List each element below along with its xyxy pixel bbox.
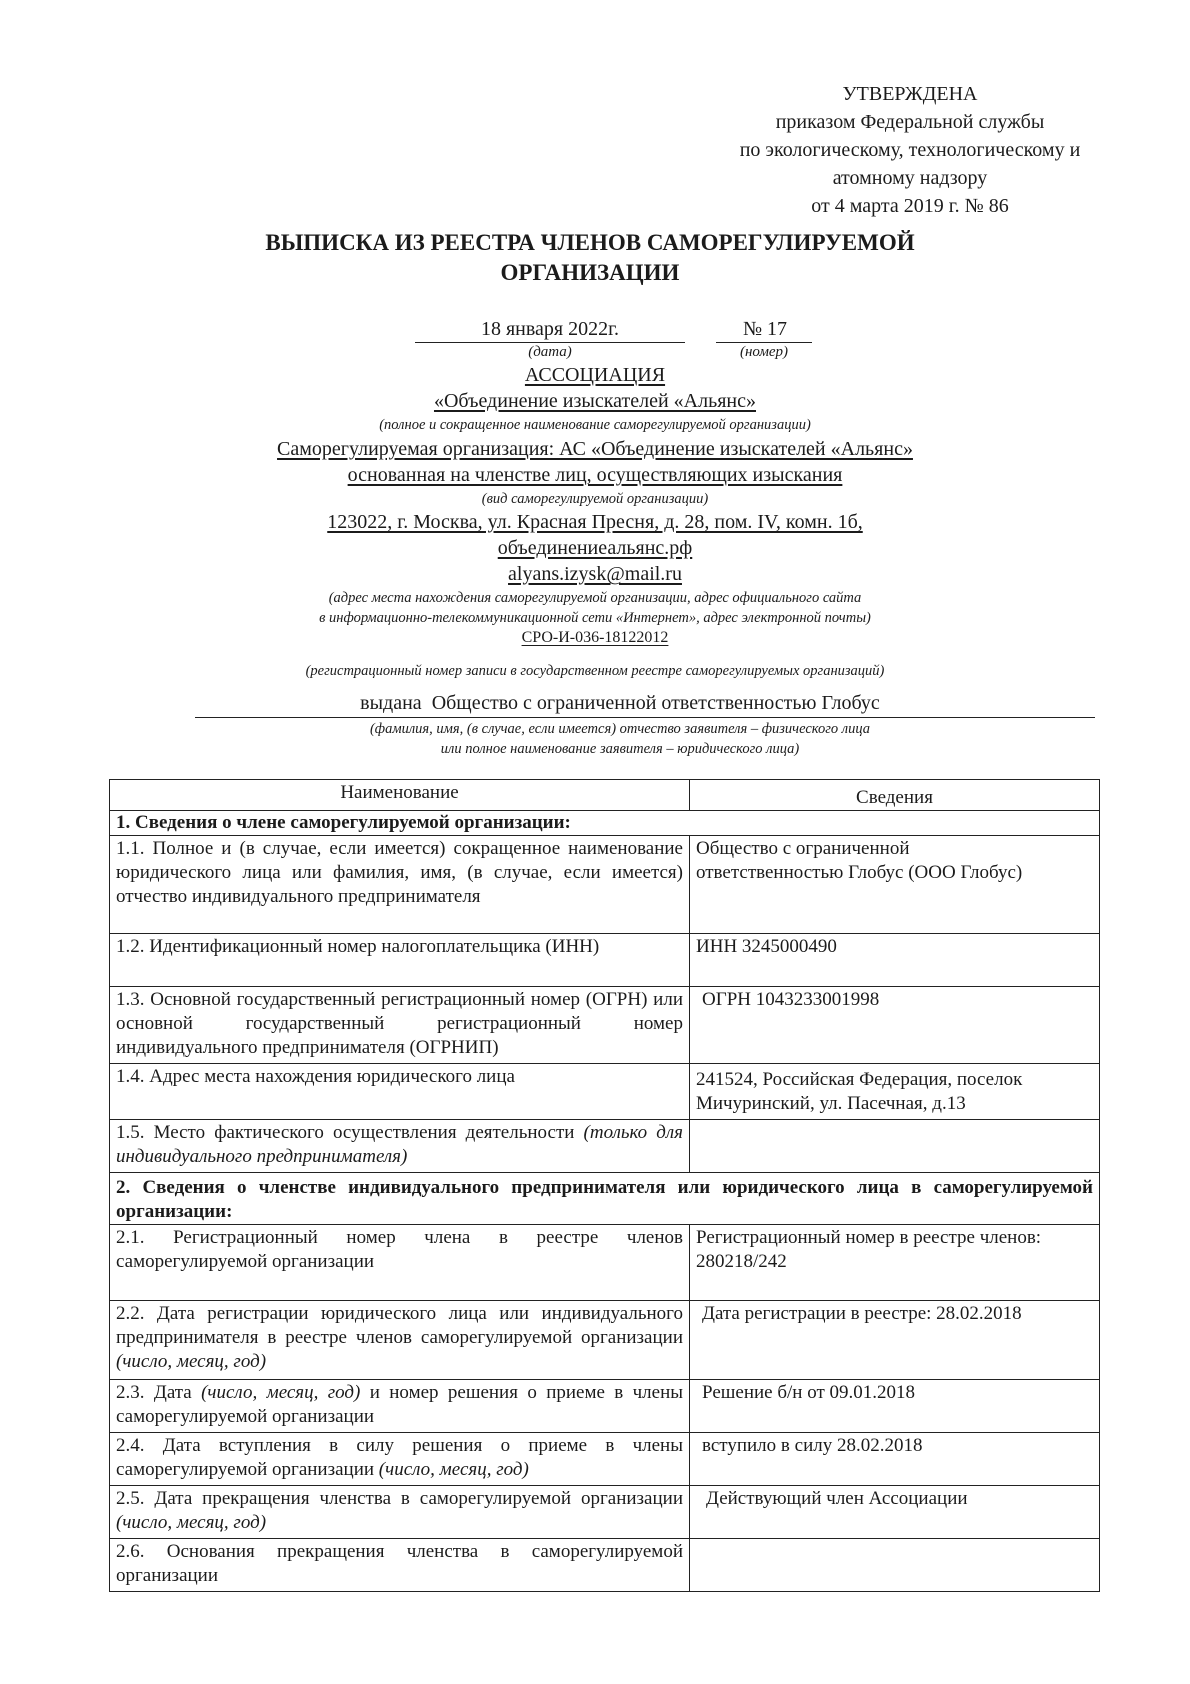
table-row: [110, 836, 1100, 934]
table-row: [110, 1380, 1100, 1433]
row-1-4-value-line-1: 241524, Российская Федерация, поселок: [696, 1069, 1023, 1090]
approval-line-2: приказом Федеральной службы: [775, 111, 1045, 133]
row-1-4-value: [690, 1064, 1100, 1120]
row-1-3-value: ОГРН 1043233001998: [690, 987, 1100, 1064]
number-underline: [716, 342, 812, 343]
org-reg-caption: (регистрационный номер записи в государственном реестре саморегулируемых организаций): [305, 663, 885, 679]
row-1-5-value: [690, 1120, 1100, 1173]
approval-line-4: атомному надзору: [832, 167, 988, 189]
row-2-3-label-b: и номер решения о приеме в члены саморегулируемой организации: [116, 1382, 684, 1427]
table-row: [110, 1064, 1100, 1120]
row-2-3-label: [110, 1380, 690, 1433]
row-1-4-value-line-2: Мичуринский, ул. Пасечная, д.13: [696, 1093, 966, 1114]
extract-number: № 17: [742, 318, 788, 340]
approval-line-5: от 4 марта 2019 г. № 86: [811, 195, 1009, 217]
table-row: [110, 1225, 1100, 1301]
row-2-2-value: Дата регистрации в реестре: 28.02.2018: [690, 1301, 1100, 1380]
issued-to: Общество с ограниченной ответственностью Глобус: [431, 692, 880, 714]
row-2-4-label-italic: (число, месяц, год): [378, 1459, 529, 1480]
row-2-5-value: Действующий член Ассоциации: [690, 1486, 1100, 1539]
date-caption: (дата): [528, 344, 572, 360]
row-2-5-label: [110, 1486, 690, 1539]
date-underline: [415, 342, 685, 343]
row-2-4-label: [110, 1433, 690, 1486]
title-line-2: ОРГАНИЗАЦИИ: [500, 260, 680, 285]
org-reg-number: СРО-И-036-18122012: [521, 629, 669, 646]
issued-caption-2: или полное наименование заявителя – юридического лица): [440, 741, 800, 757]
col-header-name: Наименование: [110, 780, 690, 811]
row-2-1-value-line-2: 280218/242: [696, 1251, 787, 1272]
org-address: 123022, г. Москва, ул. Красная Пресня, д. 28, пом. IV, комн. 1б,: [327, 511, 863, 533]
org-short-line-1: Саморегулируемая организация: АС «Объединение изыскателей «Альянс»: [277, 438, 913, 460]
org-name-caption: (полное и сокращенное наименование саморегулируемой организации): [379, 417, 811, 433]
row-1-1-value-line-2: ответственностью Глобус (ООО Глобус): [696, 862, 1023, 883]
row-1-5-label-italic: (только для индивидуального предпринимателя): [116, 1122, 683, 1167]
row-1-2-value: ИНН 3245000490: [690, 934, 1100, 987]
row-1-1-label: 1.1. Полное и (в случае, если имеется) сокращенное наименование юридического лица или фамилия, имя, (в случае, если имеется) отчество индивидуального предпринимателя: [110, 836, 690, 934]
table-row: [110, 1539, 1100, 1592]
row-2-2-label: [110, 1301, 690, 1380]
row-2-6-label: 2.6. Основания прекращения членства в саморегулируемой организации: [110, 1539, 690, 1592]
table-row: [110, 1486, 1100, 1539]
section-2-row: [110, 1173, 1100, 1225]
issued-prefix: выдана: [360, 692, 422, 714]
col-header-info: Сведения: [690, 780, 1100, 811]
row-1-5-label-text: 1.5. Место фактического осуществления деятельности: [116, 1122, 575, 1143]
row-1-2-label: 1.2. Идентификационный номер налогоплательщика (ИНН): [110, 934, 690, 987]
org-name-line-1: АССОЦИАЦИЯ: [524, 364, 666, 386]
table-row: [110, 1433, 1100, 1486]
row-2-4-value: вступило в силу 28.02.2018: [690, 1433, 1100, 1486]
section-1-row: [110, 811, 1100, 836]
org-address-caption-1: (адрес места нахождения саморегулируемой организации, адрес официального сайта: [328, 590, 862, 606]
approval-line-1: УТВЕРЖДЕНА: [842, 83, 978, 105]
approval-line-3: по экологическому, технологическому и: [739, 139, 1081, 161]
document-title: [180, 228, 1000, 288]
row-1-4-label: 1.4. Адрес места нахождения юридического лица: [110, 1064, 690, 1120]
org-email: alyans.izysk@mail.ru: [508, 563, 682, 585]
row-1-1-value-line-1: Общество с ограниченной: [696, 838, 910, 859]
row-2-1-value: [690, 1225, 1100, 1301]
title-line-1: ВЫПИСКА ИЗ РЕЕСТРА ЧЛЕНОВ САМОРЕГУЛИРУЕМОЙ: [265, 230, 915, 255]
row-2-1-value-line-1: Регистрационный номер в реестре членов:: [696, 1227, 1042, 1248]
row-1-5-label: [110, 1120, 690, 1173]
org-name-line-2: «Объединение изыскателей «Альянс»: [433, 390, 756, 412]
row-2-5-label-text: 2.5. Дата прекращения членства в саморегулируемой организации: [116, 1488, 683, 1509]
row-1-3-label: 1.3. Основной государственный регистрационный номер (ОГРН) или основной государственный регистрационный номер индивидуального предпринимателя (ОГРНИП): [110, 987, 690, 1064]
number-caption: (номер): [739, 344, 789, 360]
table-row: [110, 934, 1100, 987]
table-header-row: [110, 780, 1100, 811]
row-2-2-label-text: 2.2. Дата регистрации юридического лица или индивидуального предпринимателя в реестре членов саморегулируемой организации: [116, 1303, 683, 1348]
row-1-1-value: [690, 836, 1100, 934]
row-2-3-label-italic: (число, месяц, год): [201, 1382, 361, 1403]
issued-underline: [195, 717, 1095, 718]
issued-line: [320, 692, 920, 715]
table-row: [110, 1120, 1100, 1173]
row-2-1-label: 2.1. Регистрационный номер члена в реестре членов саморегулируемой организации: [110, 1225, 690, 1301]
section-2-title: 2. Сведения о членстве индивидуального предпринимателя или юридического лица в саморегулируемой организации:: [110, 1173, 1100, 1225]
row-2-3-value: Решение б/н от 09.01.2018: [690, 1380, 1100, 1433]
issued-caption-1: (фамилия, имя, (в случае, если имеется) отчество заявителя – физического лица: [369, 721, 871, 737]
extract-date: 18 января 2022г.: [480, 318, 620, 340]
org-address-caption-2: в информационно-телекоммуникационной сети «Интернет», адрес электронной почты): [319, 610, 871, 626]
org-website: объединениеальянс.рф: [497, 537, 693, 559]
row-2-2-label-italic: (число, месяц, год): [116, 1351, 267, 1372]
row-2-3-label-a: 2.3. Дата: [116, 1382, 192, 1403]
row-2-6-value: [690, 1539, 1100, 1592]
org-short-line-2: основанная на членстве лиц, осуществляющих изыскания: [347, 464, 843, 486]
row-2-5-label-italic: (число, месяц, год): [116, 1512, 267, 1533]
approval-block: [700, 80, 1120, 220]
table-row: [110, 987, 1100, 1064]
extract-table: [109, 779, 1100, 1592]
table-row: [110, 1301, 1100, 1380]
row-2-4-label-text: 2.4. Дата вступления в силу решения о приеме в члены саморегулируемой организации: [116, 1435, 683, 1480]
org-type-caption: (вид саморегулируемой организации): [481, 491, 709, 507]
section-1-title: 1. Сведения о члене саморегулируемой организации:: [110, 811, 1100, 836]
